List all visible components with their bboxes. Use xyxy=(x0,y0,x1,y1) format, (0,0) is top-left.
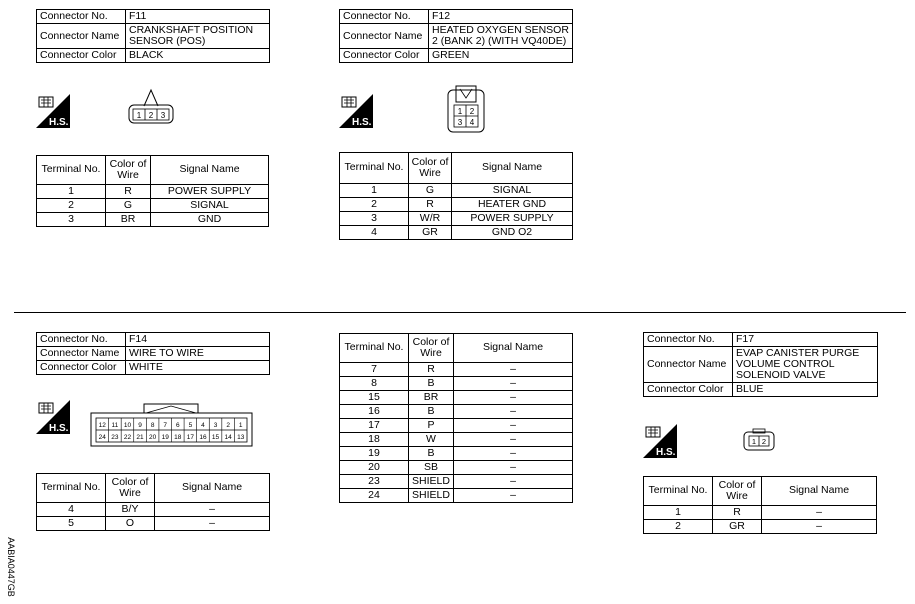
color-of-wire-header: Color of Wire xyxy=(409,334,454,363)
f11-pin-1: 1 xyxy=(136,111,142,120)
hs-harness-side-icon xyxy=(643,424,677,458)
table-row: 2 GR – xyxy=(644,520,877,534)
f11-connector-icon xyxy=(126,86,176,130)
figure-code: AABIA0447GB xyxy=(6,537,16,597)
f11-connector-name: CRANKSHAFT POSITION SENSOR (POS) xyxy=(126,24,270,49)
f14-pin: 22 xyxy=(123,434,132,441)
f14-connector-color: WHITE xyxy=(126,361,270,375)
svg-text:H.S.: H.S. xyxy=(49,423,69,434)
f14-pin: 13 xyxy=(237,434,245,441)
f11-connector-color: BLACK xyxy=(126,49,270,63)
table-row: 19 B – xyxy=(340,447,573,461)
signal-name-header: Signal Name xyxy=(454,334,573,363)
section-divider xyxy=(14,312,906,313)
table-row: 2 R HEATER GND xyxy=(340,198,573,212)
f14-pin: 4 xyxy=(201,422,205,429)
f11-pin-3: 3 xyxy=(160,111,166,120)
connector-no-label: Connector No. xyxy=(340,10,429,24)
connector-color-label: Connector Color xyxy=(37,361,126,375)
f14-pin: 19 xyxy=(161,434,169,441)
f14-pin: 18 xyxy=(174,434,182,441)
f17-connector-info xyxy=(643,332,878,397)
f14-pin: 12 xyxy=(98,422,106,429)
f12-pin-1: 1 xyxy=(457,107,463,116)
f12-pin-2: 2 xyxy=(469,107,475,116)
signal-name-header: Signal Name xyxy=(155,474,270,503)
svg-text:H.S.: H.S. xyxy=(352,117,372,128)
f17-terminal-table xyxy=(643,476,877,534)
table-row: 17 P – xyxy=(340,419,573,433)
color-of-wire-header: Color of Wire xyxy=(713,477,762,506)
connector-no-label: Connector No. xyxy=(644,333,733,347)
f11-terminal-table xyxy=(36,155,269,227)
f12-connector-info xyxy=(339,9,573,63)
signal-name-header: Signal Name xyxy=(762,477,877,506)
f14-pin: 6 xyxy=(175,422,180,429)
table-row: 20 SB – xyxy=(340,461,573,475)
f14-connector-name: WIRE TO WIRE xyxy=(126,347,270,361)
f17-connector-name: EVAP CANISTER PURGE VOLUME CONTROL SOLENOID VALVE xyxy=(733,347,878,383)
table-row: 7 R – xyxy=(340,363,573,377)
f17-pin-2: 2 xyxy=(761,437,767,446)
table-row: 15 BR – xyxy=(340,391,573,405)
f12-connector-icon xyxy=(446,84,486,136)
table-row: 3 W/R POWER SUPPLY xyxy=(340,212,573,226)
f14-connector-info xyxy=(36,332,270,375)
f17-connector-no: F17 xyxy=(733,333,878,347)
color-of-wire-header: Color of Wire xyxy=(106,156,151,185)
f17-connector-icon xyxy=(742,428,776,452)
table-row: 2 G SIGNAL xyxy=(37,199,269,213)
f12-pin-3: 3 xyxy=(457,118,463,127)
color-of-wire-header: Color of Wire xyxy=(106,474,155,503)
f14-pin: 10 xyxy=(123,422,132,429)
f14-pin: 17 xyxy=(186,434,194,441)
f14-connector-no: F14 xyxy=(126,333,270,347)
table-row: 4 GR GND O2 xyxy=(340,226,573,240)
f17-connector-color: BLUE xyxy=(733,383,878,397)
connector-name-label: Connector Name xyxy=(37,347,126,361)
connector-color-label: Connector Color xyxy=(644,383,733,397)
connector-color-label: Connector Color xyxy=(37,49,126,63)
f14-terminal-table-continued xyxy=(339,333,573,503)
f12-terminal-table xyxy=(339,152,573,240)
f14-pin: 8 xyxy=(150,422,155,429)
table-row: 18 W – xyxy=(340,433,573,447)
f14-pin: 21 xyxy=(136,434,144,441)
table-row: 16 B – xyxy=(340,405,573,419)
signal-name-header: Signal Name xyxy=(151,156,269,185)
table-row: 1 R – xyxy=(644,506,877,520)
connector-no-label: Connector No. xyxy=(37,10,126,24)
f14-pin: 16 xyxy=(199,434,207,441)
table-row: 1 R POWER SUPPLY xyxy=(37,185,269,199)
hs-harness-side-icon xyxy=(36,94,70,128)
color-of-wire-header: Color of Wire xyxy=(409,153,452,184)
table-row: 24 SHIELD – xyxy=(340,489,573,503)
table-row: 23 SHIELD – xyxy=(340,475,573,489)
terminal-no-header: Terminal No. xyxy=(37,156,106,185)
f14-pin: 15 xyxy=(211,434,220,441)
svg-text:H.S.: H.S. xyxy=(656,447,676,458)
f11-pin-2: 2 xyxy=(148,111,154,120)
f12-pin-4: 4 xyxy=(469,118,475,127)
f14-pin: 20 xyxy=(149,434,157,441)
signal-name-header: Signal Name xyxy=(452,153,573,184)
connector-name-label: Connector Name xyxy=(340,24,429,49)
f17-pin-1: 1 xyxy=(751,437,757,446)
f14-terminal-table xyxy=(36,473,270,531)
f14-pin: 1 xyxy=(238,422,243,429)
connector-name-label: Connector Name xyxy=(37,24,126,49)
hs-label: H.S. xyxy=(49,117,69,128)
f14-pin: 23 xyxy=(111,434,119,441)
f14-pin: 3 xyxy=(213,422,218,429)
table-row: 8 B – xyxy=(340,377,573,391)
f14-pin: 14 xyxy=(224,434,232,441)
table-row: 5 O – xyxy=(37,517,270,531)
table-row: 3 BR GND xyxy=(37,213,269,227)
terminal-no-header: Terminal No. xyxy=(37,474,106,503)
f12-connector-no: F12 xyxy=(429,10,573,24)
f12-connector-name: HEATED OXYGEN SENSOR 2 (BANK 2) (WITH VQ40DE) xyxy=(429,24,573,49)
f11-connector-no: F11 xyxy=(126,10,270,24)
connector-no-label: Connector No. xyxy=(37,333,126,347)
f14-pin: 11 xyxy=(111,422,119,429)
connector-name-label: Connector Name xyxy=(644,347,733,383)
f14-connector-icon xyxy=(90,401,254,447)
f12-connector-color: GREEN xyxy=(429,49,573,63)
f14-pin: 9 xyxy=(138,422,142,429)
hs-harness-side-icon xyxy=(36,400,70,434)
f14-pin: 2 xyxy=(226,422,230,429)
terminal-no-header: Terminal No. xyxy=(644,477,713,506)
terminal-no-header: Terminal No. xyxy=(340,153,409,184)
hs-harness-side-icon xyxy=(339,94,373,128)
f14-pin: 7 xyxy=(163,422,168,429)
f14-pin: 5 xyxy=(188,422,193,429)
table-row: 4 B/Y – xyxy=(37,503,270,517)
connector-color-label: Connector Color xyxy=(340,49,429,63)
f11-connector-info xyxy=(36,9,270,63)
terminal-no-header: Terminal No. xyxy=(340,334,409,363)
table-row: 1 G SIGNAL xyxy=(340,184,573,198)
f14-pin: 24 xyxy=(98,434,106,441)
